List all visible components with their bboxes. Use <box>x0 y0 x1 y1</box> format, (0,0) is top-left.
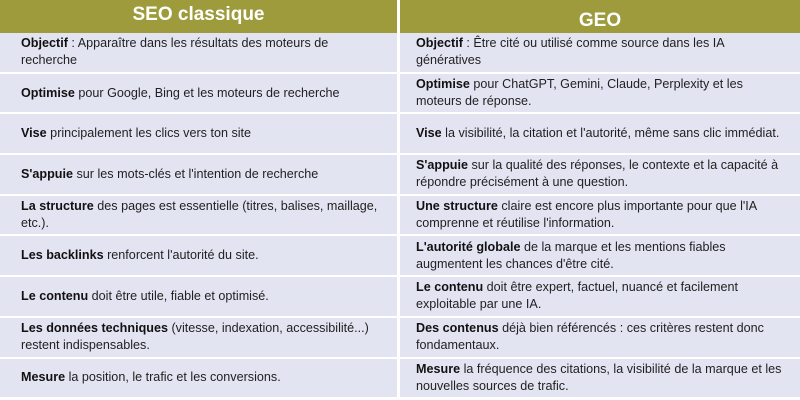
cell-text: déjà bien référencés : ces critères restent donc fondamentaux. <box>416 320 764 352</box>
cell-keyword: La structure <box>21 198 94 213</box>
cell-text: sur les mots-clés et l'intention de recherche <box>72 166 319 181</box>
cell-keyword: Le contenu <box>21 288 89 303</box>
cell-keyword: Des contenus <box>416 320 499 335</box>
geo-cell <box>400 277 800 318</box>
geo-cell <box>400 74 800 115</box>
geo-cell <box>400 359 800 400</box>
cell-text: la visibilité, la citation et l'autorité, même sans clic immédiat. <box>441 126 780 141</box>
cell-keyword: Le contenu <box>416 280 484 295</box>
cell-keyword: Les backlinks <box>21 248 104 263</box>
seo-cell <box>0 33 400 74</box>
seo-cell <box>0 114 400 155</box>
cell-keyword: Mesure <box>416 361 461 376</box>
geo-cell <box>400 155 800 196</box>
cell-text: claire est encore plus importante pour que l'IA comprenne et réutilise l'information. <box>416 198 757 230</box>
cell-keyword: S'appuie <box>21 166 73 181</box>
seo-cell <box>0 359 400 400</box>
cell-text: renforcent l'autorité du site. <box>103 248 259 263</box>
header-geo: GEO <box>400 0 800 33</box>
cell-text: : Apparaître dans les résultats des moteurs de recherche <box>21 36 329 68</box>
cell-text: la position, le trafic et les conversions. <box>65 370 281 385</box>
cell-keyword: Une structure <box>416 198 498 213</box>
cell-text: : Être cité ou utilisé comme source dans les IA génératives <box>416 36 724 68</box>
geo-cell <box>400 114 800 155</box>
cell-keyword: Objectif <box>21 36 68 51</box>
cell-text: (vitesse, indexation, accessibilité...) restent indispensables. <box>21 321 369 353</box>
header-seo: SEO classique <box>0 0 400 33</box>
cell-keyword: L'autorité globale <box>416 239 521 254</box>
cell-text: sur la qualité des réponses, le contexte et la capacité à répondre précisément à une question. <box>416 158 779 190</box>
cell-keyword: Mesure <box>21 370 66 385</box>
cell-text: principalement les clics vers ton site <box>46 126 252 141</box>
cell-text: de la marque et les mentions fiables augmentent les chances d'être cité. <box>416 239 726 271</box>
cell-text: la fréquence des citations, la visibilité de la marque et les nouvelles sources de trafic. <box>416 361 782 393</box>
seo-cell <box>0 155 400 196</box>
cell-keyword: Les données techniques <box>21 321 168 336</box>
cell-keyword: Objectif <box>416 36 463 51</box>
cell-text: pour Google, Bing et les moteurs de recherche <box>74 85 340 100</box>
geo-cell <box>400 318 800 359</box>
cell-keyword: S'appuie <box>416 158 468 173</box>
seo-cell <box>0 196 400 237</box>
seo-cell <box>0 236 400 277</box>
seo-cell <box>0 318 400 359</box>
seo-cell <box>0 277 400 318</box>
geo-cell <box>400 196 800 237</box>
cell-keyword: Optimise <box>416 77 470 92</box>
cell-text: des pages est essentielle (titres, balises, maillage, etc.). <box>21 198 378 230</box>
cell-keyword: Vise <box>416 126 442 141</box>
cell-text: doit être utile, fiable et optimisé. <box>88 288 269 303</box>
cell-keyword: Vise <box>21 126 47 141</box>
cell-keyword: Optimise <box>21 85 75 100</box>
geo-cell <box>400 33 800 74</box>
geo-cell <box>400 236 800 277</box>
cell-text: pour ChatGPT, Gemini, Claude, Perplexity et les moteurs de réponse. <box>416 77 743 109</box>
cell-text: doit être expert, factuel, nuancé et facilement exploitable par une IA. <box>416 280 738 312</box>
seo-cell <box>0 74 400 115</box>
